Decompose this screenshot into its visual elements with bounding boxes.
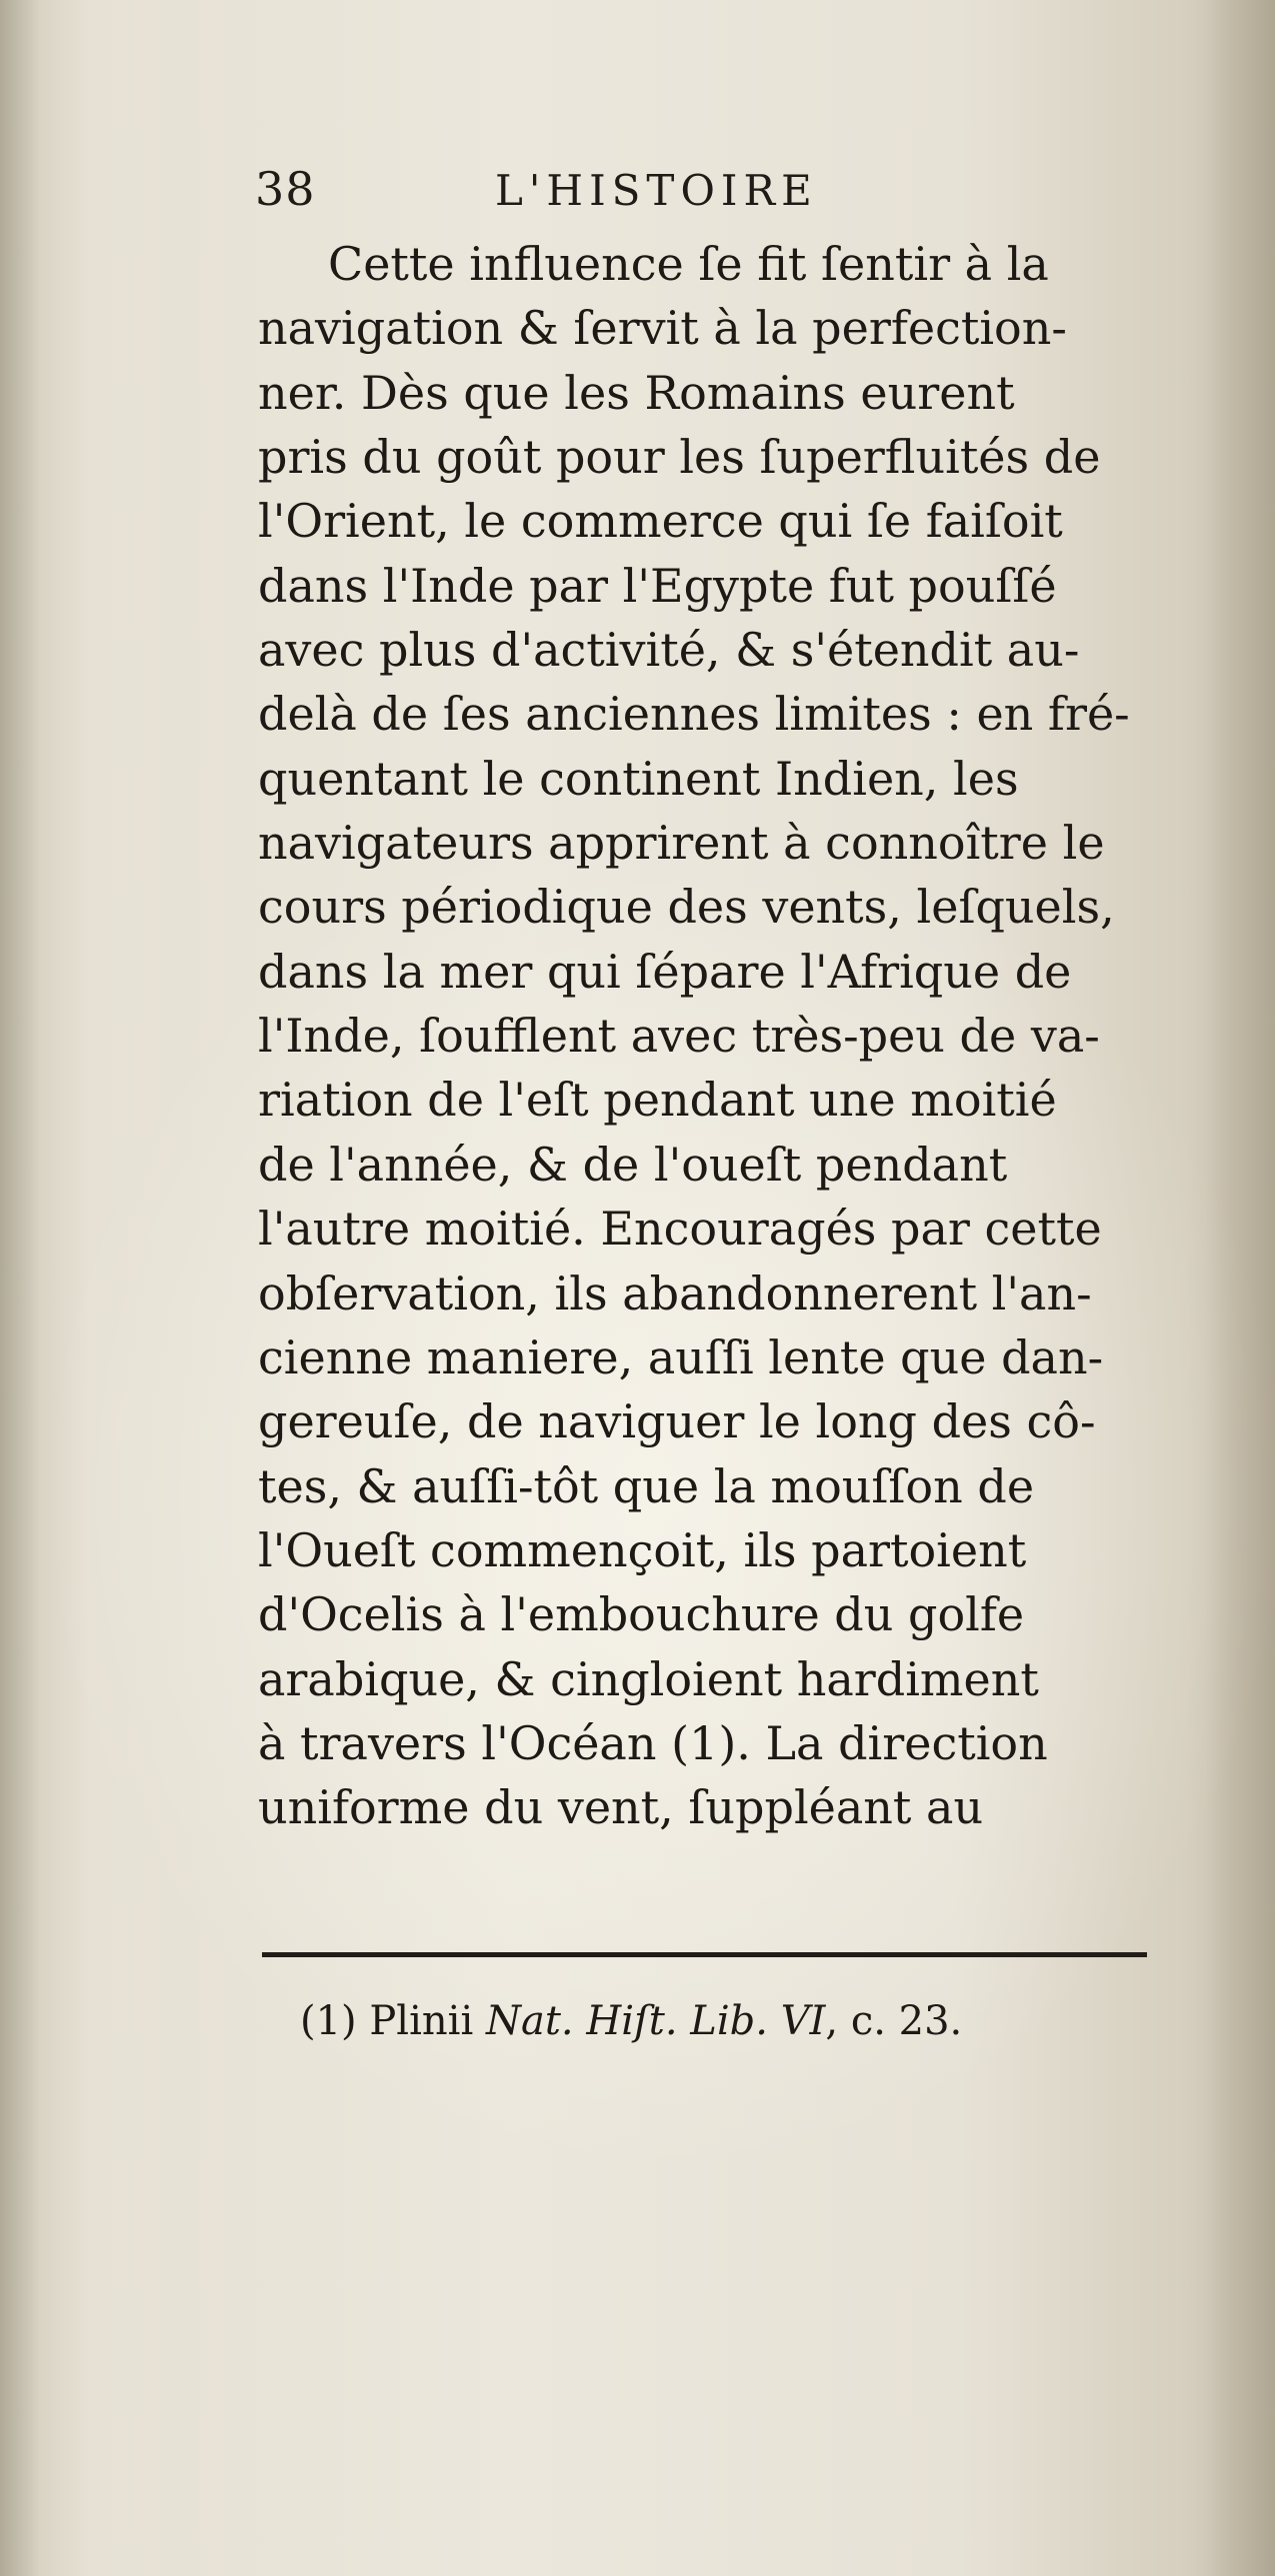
text-line: pris du goût pour les ſuperfluités de xyxy=(258,430,1101,485)
text-line: à travers l'Océan (1). La direction xyxy=(258,1715,1048,1770)
text-line: arabique, & cingloient hardiment xyxy=(258,1651,1039,1706)
text-line: de l'année, & de l'oueſt pendant xyxy=(258,1137,1008,1192)
footnote-work: Nat. Hiſt. Lib. VI xyxy=(485,1998,826,2044)
text-line: Cette influence ſe fit ſentir à la xyxy=(328,237,1049,291)
text-line: l'Orient, le commerce qui ſe faiſoit xyxy=(258,494,1063,549)
text-line: gereuſe, de naviguer le long des cô- xyxy=(258,1394,1096,1449)
text-line: quentant le continent Indien, les xyxy=(258,751,1019,806)
text-line: obſervation, ils abandonnerent l'an- xyxy=(258,1266,1092,1320)
text-line: ner. Dès que les Romains eurent xyxy=(258,365,1015,420)
text-line: uniforme du vent, ſuppléant au xyxy=(258,1780,984,1835)
text-line: navigateurs apprirent à connoître le xyxy=(258,816,1105,871)
text-line: l'Oueſt commençoit, ils partoient xyxy=(258,1522,1027,1577)
footnote-marker: (1) xyxy=(300,1998,357,2044)
text-line: cienne maniere, auſſi lente que dan- xyxy=(258,1329,1104,1384)
footnote-rule xyxy=(262,1952,1147,1957)
text-line: avec plus d'activité, & s'étendit au- xyxy=(258,623,1080,678)
text-line: dans l'Inde par l'Egypte fut pouſſé xyxy=(258,558,1057,613)
footnote xyxy=(300,1996,1120,2046)
footnote-reference: , c. 23. xyxy=(825,1998,963,2044)
footnote-author: Plinii xyxy=(369,1998,474,2044)
text-line: l'autre moitié. Encouragés par cette xyxy=(258,1202,1102,1257)
text-line: dans la mer qui ſépare l'Afrique de xyxy=(258,944,1072,999)
text-line: cours périodique des vents, leſquels, xyxy=(258,880,1115,935)
text-line: riation de l'eſt pendant une moitié xyxy=(258,1073,1057,1128)
text-line: navigation & ſervit à la perfection- xyxy=(258,301,1067,356)
body-text xyxy=(258,232,1193,1840)
page-header xyxy=(255,160,1115,230)
page-edge-shadow xyxy=(1205,0,1275,2576)
running-head: L'HISTOIRE xyxy=(495,166,818,215)
text-line: d'Ocelis à l'embouchure du golfe xyxy=(258,1587,1025,1642)
text-line: tes, & auſſi-tôt que la mouſſon de xyxy=(258,1458,1035,1513)
text-line: l'Inde, ſoufflent avec très-peu de va- xyxy=(258,1009,1100,1064)
gutter-shadow xyxy=(0,0,40,2576)
page-number: 38 xyxy=(255,162,316,216)
text-line: delà de ſes anciennes limites : en fré- xyxy=(258,687,1130,742)
